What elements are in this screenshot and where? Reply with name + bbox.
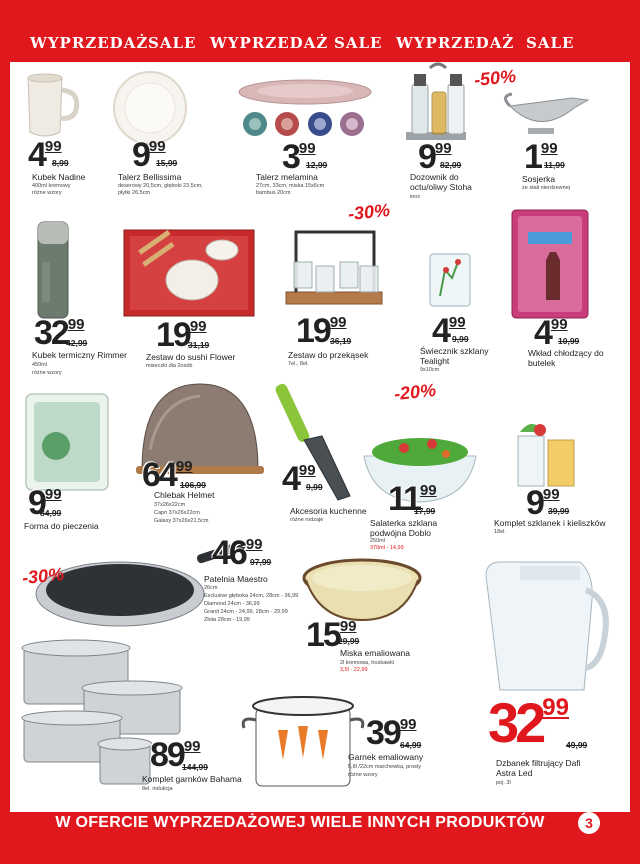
product-detail: 18el. <box>494 529 506 535</box>
old-price: 9,99 <box>306 482 323 492</box>
old-price: 15,99 <box>156 158 178 168</box>
price: 4699 <box>212 534 263 572</box>
product-detail: Exclusive głęboka 24cm, 28cm - 36,99 <box>204 593 299 599</box>
water-filter-jug-image <box>486 562 606 690</box>
product-name: Chlebak Helmet <box>154 490 215 500</box>
ice-pack-image <box>512 210 588 318</box>
big-price: 3299 <box>488 691 569 754</box>
product-detail: 2l kremowa, truskawki <box>340 660 395 666</box>
banner-word: WYPRZEDAŻ <box>396 34 515 52</box>
price: 1999 <box>156 316 207 354</box>
product-name: Patelnia Maestro <box>204 574 268 584</box>
price: 499 <box>534 314 568 352</box>
product-detail: 400ml kremowy <box>32 183 71 189</box>
product-name: Sosjerka <box>522 174 556 184</box>
old-price: 10,99 <box>558 336 580 346</box>
product-detail: 450ml <box>32 362 47 368</box>
product-detail: miseczki dla 2osób <box>146 363 193 369</box>
thermal-mug-image <box>38 222 68 318</box>
sushi-set-image <box>124 230 254 316</box>
product-name: Talerz Bellissima <box>118 172 182 182</box>
old-price: 17,99 <box>414 506 436 516</box>
price: 399 <box>282 138 316 176</box>
product-name: Zestaw do przekąsek <box>288 350 369 360</box>
price: 1999 <box>296 312 347 350</box>
old-price: 11,99 <box>544 160 565 170</box>
product-detail: 8el. indukcja <box>142 786 173 792</box>
product-detail: różne wzory <box>348 772 378 778</box>
old-price: 9,99 <box>452 334 469 344</box>
price: 1599 <box>306 616 357 654</box>
price: 999 <box>132 136 166 174</box>
old-price: 106,99 <box>180 480 206 490</box>
price: 499 <box>28 136 62 174</box>
discount-badge: -50% <box>473 65 517 91</box>
product-detail: różne rodzaje <box>290 517 324 523</box>
product-detail: inox <box>410 194 421 200</box>
old-price: 39,99 <box>548 506 570 516</box>
banner-word: WYPRZEDAŻ <box>30 34 149 52</box>
product-detail: poj. 3l <box>496 780 511 786</box>
product-name: Komplet garnków Bahama <box>142 774 242 784</box>
bottom-banner <box>0 812 640 864</box>
product-name: Salaterka szklana podwójna Doblo <box>370 518 438 538</box>
product-detail: płytki 26,5cm <box>118 190 151 196</box>
product-detail: 26cm <box>204 585 218 591</box>
price: 999 <box>28 484 62 522</box>
old-price: 31,19 <box>188 340 210 350</box>
discount-badge: -20% <box>393 379 437 405</box>
old-price: 49,99 <box>566 740 588 750</box>
product-name: Miska emaliowana <box>340 648 410 658</box>
product-detail: 5,8l /22cm marchewka, prosty <box>348 764 422 770</box>
enamel-pot-image <box>243 697 363 786</box>
footer-text: W OFERCIE WYPRZEDAŻOWEJ WIELE INNYCH PRODUKTÓW <box>55 814 545 831</box>
product-detail: Capri 37x26x22cm <box>154 510 200 516</box>
product-detail: 250ml <box>370 538 385 544</box>
price: 999 <box>526 484 560 522</box>
banner-word: SALE <box>526 34 575 52</box>
product-name: Kubek termiczny Rimmer <box>32 350 127 360</box>
snack-set-image <box>286 232 382 304</box>
enamel-bowl-image <box>304 560 420 620</box>
product-detail: deserowy 20,5cm, głęboki 23,5cm, <box>118 183 203 189</box>
price: 999 <box>418 138 452 176</box>
product-detail: 37x26x22cm <box>154 502 186 508</box>
product-name: Dozownik do octu/oliwy Stoha <box>410 172 472 192</box>
old-price: 84,99 <box>40 508 62 518</box>
old-price: 36,19 <box>330 336 352 346</box>
glasses-set-image <box>518 424 574 486</box>
product-name: Wkład chłodzący do butelek <box>528 348 604 368</box>
price: 8999 <box>150 736 201 774</box>
product-detail: różne wzory <box>32 370 62 376</box>
old-price: 64,99 <box>400 740 422 750</box>
discount-badge: -30% <box>21 563 65 589</box>
product-detail: Złota 28cm - 19,99 <box>204 617 250 623</box>
price: 3299 <box>34 314 85 352</box>
product-detail: 27cm, 33cm, miska 15x6cm <box>256 183 325 189</box>
old-price: 144,99 <box>182 762 208 772</box>
banner-word: WYPRZEDAŻ <box>210 34 329 52</box>
product-name: Zestaw do sushi Flower <box>146 352 236 362</box>
price: 6499 <box>142 456 193 494</box>
product-detail: Diamond 24cm - 36,99 <box>204 601 260 607</box>
gravy-boat-image <box>505 94 588 134</box>
banner-word: SALE <box>148 34 197 52</box>
candle-holder-image <box>430 254 470 306</box>
product-name: Forma do pieczenia <box>24 521 99 531</box>
baking-form-image <box>26 394 108 490</box>
product-name: Świecznik szklany Tealight <box>420 346 489 366</box>
old-price: 12,99 <box>306 160 328 170</box>
product-detail: 9x10cm <box>420 367 440 373</box>
price: 3999 <box>366 714 417 752</box>
product-name: Talerz melamina <box>256 172 318 182</box>
banner-word: SALE <box>334 34 383 52</box>
price: 1199 <box>388 480 437 518</box>
old-price: 42,99 <box>66 338 88 348</box>
product-detail: różne wzory <box>32 190 62 196</box>
mug-image <box>28 74 77 136</box>
product-name: Kubek Nadine <box>32 172 86 182</box>
product-name: Garnek emaliowany <box>348 752 424 762</box>
product-detail: ze stali nierdzewnej <box>522 185 570 191</box>
price: 499 <box>282 460 316 498</box>
price: 499 <box>432 312 466 350</box>
price: 199 <box>524 138 558 176</box>
product-detail: 3,5l - 22,99 <box>340 667 368 673</box>
product-name: Komplet szklanek i kieliszków <box>494 518 606 528</box>
melamine-plates-image <box>239 80 371 136</box>
product-detail: Galaxy 37x26x21,5cm <box>154 518 209 524</box>
product-detail: 7el., 8el. <box>288 361 309 367</box>
product-name: Akcesoria kuchenne <box>290 506 367 516</box>
old-price: 82,09 <box>440 160 462 170</box>
oil-vinegar-dispenser-image <box>406 64 466 140</box>
old-price: 29,99 <box>338 636 360 646</box>
product-detail: Granit 24cm - 24,99, 28cm - 29,99 <box>204 609 288 615</box>
old-price: 8,99 <box>52 158 69 168</box>
product-detail: 370ml - 14,99 <box>370 545 404 551</box>
page-number: 3 <box>578 812 600 834</box>
product-name: Dzbanek filtrujący Dafi Astra Led <box>496 758 581 778</box>
plate-image <box>114 72 186 144</box>
old-price: 97,99 <box>250 557 272 567</box>
discount-badge: -30% <box>347 199 391 225</box>
product-detail: bambus 20cm <box>256 190 291 196</box>
